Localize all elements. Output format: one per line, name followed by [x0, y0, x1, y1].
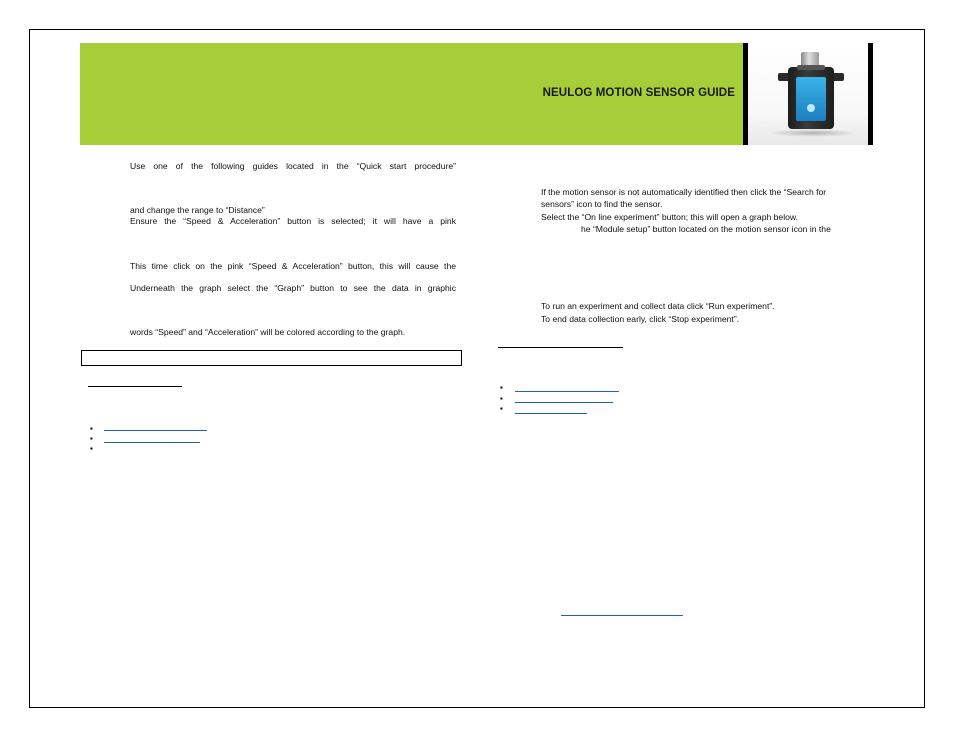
sensor-button-icon	[807, 104, 815, 112]
sensor-ring	[797, 65, 825, 70]
sensor-label-panel	[796, 77, 826, 121]
right-line-search: If the motion sensor is not automatically identified then click the “Search for	[541, 187, 827, 197]
left-line-range: and change the range to “Distance”	[130, 205, 265, 215]
right-link-3[interactable]	[515, 413, 587, 414]
right-bullet-2: ▪	[500, 394, 503, 403]
right-heading-underline	[498, 347, 623, 348]
left-heading-underline	[88, 386, 182, 387]
left-link-2[interactable]	[104, 442, 200, 443]
right-line-module-setup: he “Module setup” button located on the motion sensor icon in the	[581, 224, 831, 234]
left-line-speed-accel: Ensure the “Speed & Acceleration” button is selected; it will have a pink	[130, 216, 456, 226]
left-bullet-3: ▪	[90, 444, 93, 453]
right-bullet-1: ▪	[500, 383, 503, 392]
left-bullet-1: ▪	[90, 424, 93, 433]
right-link-1[interactable]	[515, 391, 619, 392]
right-line-stop-exp: To end data collection early, click “Stop experiment”.	[541, 314, 740, 324]
left-line-graph-button: Underneath the graph select the “Graph” button to see the data in graphic	[130, 283, 456, 293]
right-line-sensors-icon: sensors” icon to find the sensor.	[541, 199, 663, 209]
guide-title: NEULOG MOTION SENSOR GUIDE	[542, 87, 735, 99]
left-line-pink-button: This time click on the pink “Speed & Acceleration” button, this will cause the	[130, 261, 456, 271]
left-line-colored-words: words “Speed” and “Acceleration” will be colored according to the graph.	[130, 327, 406, 337]
sensor-shadow	[768, 129, 858, 137]
right-line-online-exp: Select the “On line experiment” button; this will open a graph below.	[541, 212, 799, 222]
left-bullet-2: ▪	[90, 434, 93, 443]
sensor-photo	[748, 43, 868, 145]
header-banner	[80, 43, 743, 145]
left-line-quick-start: Use one of the following guides located in the “Quick start procedure”	[130, 161, 456, 171]
left-link-1[interactable]	[104, 430, 207, 431]
banner-divider-right	[868, 43, 873, 145]
right-line-run-exp: To run an experiment and collect data click “Run experiment”.	[541, 301, 775, 311]
boxed-note	[81, 350, 462, 366]
right-bullet-3: ▪	[500, 404, 503, 413]
bottom-link[interactable]	[561, 615, 683, 616]
right-link-2[interactable]	[515, 402, 613, 403]
